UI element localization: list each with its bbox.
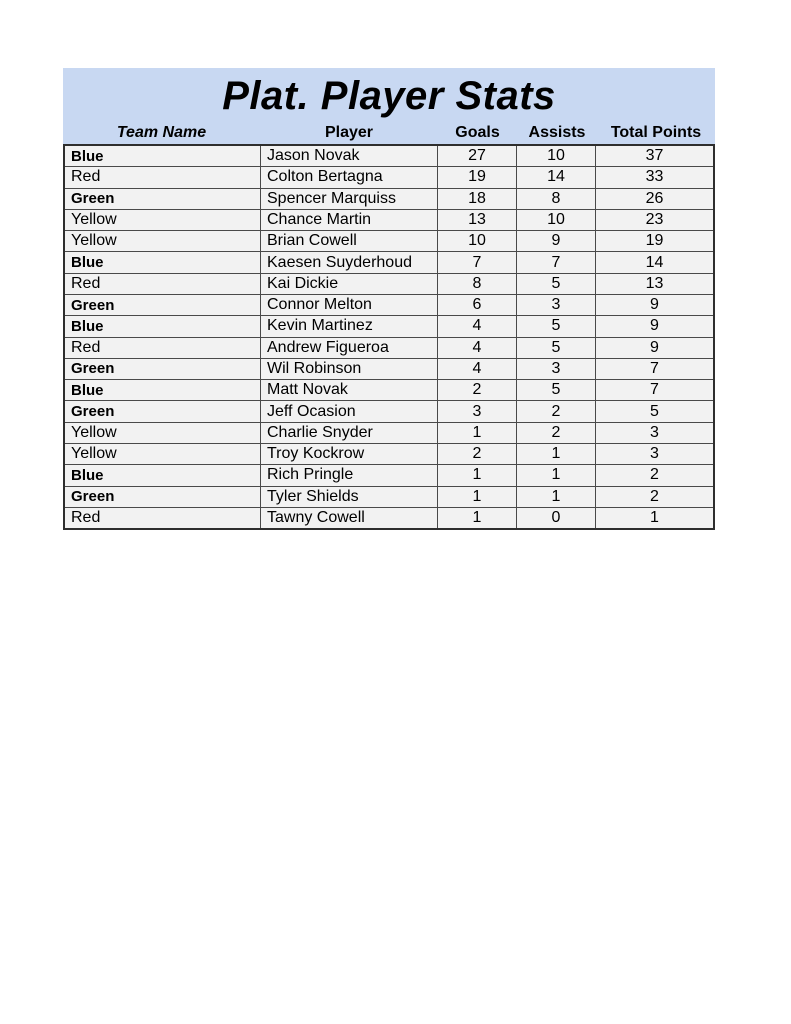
table-row bbox=[65, 465, 713, 486]
player-cell: Jeff Ocasion bbox=[261, 401, 438, 421]
table-row bbox=[65, 146, 713, 167]
assists-cell: 5 bbox=[517, 316, 596, 336]
team-cell: Blue bbox=[65, 316, 261, 336]
goals-cell: 1 bbox=[438, 465, 517, 485]
table-row bbox=[65, 274, 713, 295]
player-cell: Colton Bertagna bbox=[261, 167, 438, 187]
assists-cell: 10 bbox=[517, 210, 596, 230]
goals-cell: 6 bbox=[438, 295, 517, 315]
assists-cell: 7 bbox=[517, 252, 596, 272]
assists-cell: 3 bbox=[517, 295, 596, 315]
goals-cell: 8 bbox=[438, 274, 517, 294]
column-header-team-name: Team Name bbox=[116, 123, 207, 141]
goals-cell: 1 bbox=[438, 487, 517, 507]
total-points-cell: 9 bbox=[650, 317, 659, 335]
team-cell: Blue bbox=[65, 146, 261, 166]
column-header-player: Player bbox=[324, 123, 374, 141]
team-cell: Red bbox=[65, 338, 261, 358]
team-cell: Yellow bbox=[65, 210, 261, 230]
player-cell: Kevin Martinez bbox=[261, 316, 438, 336]
goals-cell: 4 bbox=[438, 338, 517, 358]
assists-cell: 2 bbox=[517, 423, 596, 443]
team-cell: Blue bbox=[65, 380, 261, 400]
team-cell: Green bbox=[65, 189, 261, 209]
goals-cell: 4 bbox=[438, 359, 517, 379]
column-header-assists: Assists bbox=[528, 123, 586, 141]
goals-cell: 2 bbox=[438, 444, 517, 464]
table-row bbox=[65, 231, 713, 252]
table-row bbox=[65, 487, 713, 508]
player-cell: Rich Pringle bbox=[261, 465, 438, 485]
total-points-cell: 19 bbox=[645, 232, 664, 250]
assists-cell: 2 bbox=[517, 401, 596, 421]
player-cell: Wil Robinson bbox=[261, 359, 438, 379]
total-points-cell: 37 bbox=[645, 147, 664, 165]
player-cell: Spencer Marquiss bbox=[261, 189, 438, 209]
table-row bbox=[65, 316, 713, 337]
player-cell: Jason Novak bbox=[261, 146, 438, 166]
player-cell: Chance Martin bbox=[261, 210, 438, 230]
assists-cell: 10 bbox=[517, 146, 596, 166]
total-points-cell: 9 bbox=[650, 296, 659, 314]
team-cell: Blue bbox=[65, 252, 261, 272]
player-cell: Kai Dickie bbox=[261, 274, 438, 294]
team-cell: Green bbox=[65, 295, 261, 315]
table-row bbox=[65, 295, 713, 316]
table-body bbox=[63, 144, 715, 530]
player-cell: Brian Cowell bbox=[261, 231, 438, 251]
column-header-goals: Goals bbox=[455, 123, 500, 141]
player-cell: Tawny Cowell bbox=[261, 508, 438, 528]
table-row bbox=[65, 359, 713, 380]
assists-cell: 9 bbox=[517, 231, 596, 251]
assists-cell: 1 bbox=[517, 444, 596, 464]
goals-cell: 27 bbox=[438, 146, 517, 166]
total-points-cell: 7 bbox=[650, 359, 659, 377]
goals-cell: 19 bbox=[438, 167, 517, 187]
team-cell: Blue bbox=[65, 465, 261, 485]
total-points-cell: 3 bbox=[650, 423, 659, 441]
total-points-cell: 33 bbox=[645, 168, 664, 186]
assists-cell: 8 bbox=[517, 189, 596, 209]
player-cell: Connor Melton bbox=[261, 295, 438, 315]
goals-cell: 2 bbox=[438, 380, 517, 400]
table-row bbox=[65, 252, 713, 273]
total-points-cell: 3 bbox=[650, 445, 659, 463]
goals-cell: 3 bbox=[438, 401, 517, 421]
goals-cell: 18 bbox=[438, 189, 517, 209]
player-cell: Tyler Shields bbox=[261, 487, 438, 507]
assists-cell: 5 bbox=[517, 380, 596, 400]
goals-cell: 1 bbox=[438, 508, 517, 528]
goals-cell: 7 bbox=[438, 252, 517, 272]
total-points-cell: 1 bbox=[650, 508, 659, 526]
team-cell: Yellow bbox=[65, 231, 261, 251]
team-cell: Red bbox=[65, 508, 261, 528]
total-points-cell: 2 bbox=[650, 466, 659, 484]
team-cell: Red bbox=[65, 167, 261, 187]
player-cell: Troy Kockrow bbox=[261, 444, 438, 464]
total-points-cell: 5 bbox=[650, 402, 659, 420]
table-row bbox=[65, 210, 713, 231]
column-header-row bbox=[63, 121, 715, 144]
table-row bbox=[65, 423, 713, 444]
player-cell: Matt Novak bbox=[261, 380, 438, 400]
player-cell: Kaesen Suyderhoud bbox=[261, 252, 438, 272]
total-points-cell: 9 bbox=[650, 338, 659, 356]
goals-cell: 13 bbox=[438, 210, 517, 230]
assists-cell: 5 bbox=[517, 338, 596, 358]
assists-cell: 3 bbox=[517, 359, 596, 379]
assists-cell: 0 bbox=[517, 508, 596, 528]
column-header-total-points: Total Points bbox=[610, 123, 702, 141]
total-points-cell: 13 bbox=[645, 274, 664, 292]
team-cell: Green bbox=[65, 359, 261, 379]
total-points-cell: 23 bbox=[645, 210, 664, 228]
player-stats-table bbox=[63, 68, 715, 530]
table-row bbox=[65, 444, 713, 465]
goals-cell: 10 bbox=[438, 231, 517, 251]
team-cell: Green bbox=[65, 401, 261, 421]
assists-cell: 1 bbox=[517, 487, 596, 507]
total-points-cell: 2 bbox=[650, 487, 659, 505]
goals-cell: 1 bbox=[438, 423, 517, 443]
assists-cell: 1 bbox=[517, 465, 596, 485]
table-row bbox=[65, 508, 713, 528]
total-points-cell: 7 bbox=[650, 381, 659, 399]
table-row bbox=[65, 167, 713, 188]
assists-cell: 14 bbox=[517, 167, 596, 187]
total-points-cell: 26 bbox=[645, 189, 664, 207]
table-row bbox=[65, 338, 713, 359]
team-cell: Yellow bbox=[65, 423, 261, 443]
table-row bbox=[65, 189, 713, 210]
team-cell: Green bbox=[65, 487, 261, 507]
total-points-cell: 14 bbox=[645, 253, 664, 271]
table-row bbox=[65, 401, 713, 422]
table-header-band bbox=[63, 68, 715, 144]
team-cell: Red bbox=[65, 274, 261, 294]
player-cell: Charlie Snyder bbox=[261, 423, 438, 443]
table-title: Plat. Player Stats bbox=[222, 74, 556, 118]
assists-cell: 5 bbox=[517, 274, 596, 294]
goals-cell: 4 bbox=[438, 316, 517, 336]
player-cell: Andrew Figueroa bbox=[261, 338, 438, 358]
table-row bbox=[65, 380, 713, 401]
team-cell: Yellow bbox=[65, 444, 261, 464]
